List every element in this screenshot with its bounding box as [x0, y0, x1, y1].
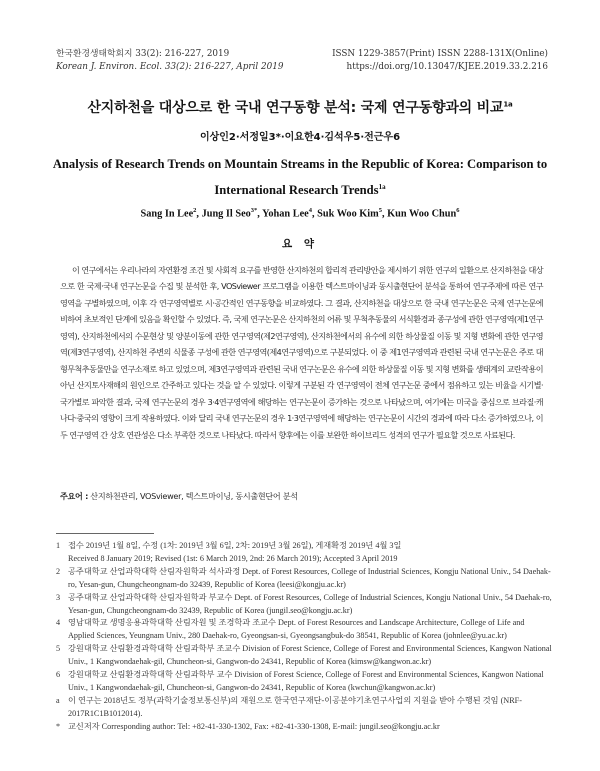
- footnote-text: 강원대학교 산림환경과학대학 산림과학부 조교수 Division of Forest Science, College of Forest and Environmental Sciences, Kangwon National Univ., 1 Kangwondaehak-gil, Chuncheon-si, Gangwon-do 24341, Republic of Korea (kimsw@kangwon.ac.kr): [68, 644, 552, 667]
- keywords-label: 주요어 :: [60, 491, 89, 501]
- journal-citation-ko: 한국환경생태학회지 33(2): 216-227, 2019: [56, 49, 230, 59]
- footnote-1: [56, 540, 552, 566]
- footnote-mark: 5: [56, 644, 61, 654]
- issn-doi: [332, 48, 548, 74]
- title-korean-sup: 1a: [503, 100, 513, 109]
- author-5-affil: 6: [456, 207, 460, 214]
- author-3: Yohan Lee: [262, 208, 309, 220]
- footnote-corresponding: [56, 721, 552, 734]
- footnote-6: [56, 669, 552, 695]
- keywords: [60, 491, 543, 502]
- title-english-line1: Analysis of Research Trends on Mountain Streams in the Republic of Korea: Comparison to: [52, 157, 548, 171]
- footnote-text: 강원대학교 산림환경과학대학 산림과학부 교수 Division of Forest Science, College of Forest and Environmental Sciences, Kangwon National Univ., 1 Kangwondaehak-gil, Chuncheon-si, Gangwon-do 24341, Republic of Korea (kwchun@kangwon.ac.kr): [68, 670, 544, 692]
- title-english-line2: International Research Trends$^{1a}$: [214, 183, 386, 198]
- journal-citation-en: Korean J. Environ. Ecol. 33(2): 216-227, April 2019: [56, 62, 284, 72]
- footnote-text: 공주대학교 산업과학대학 산림자원학과 석사과정 Dept. of Forest Resources, College of Industrial Sciences, Kongju National Univ., 54 Daehak-ro, Yesan-gun, Chungcheongnam-do 32439, Republic of Korea (leesi@kongju.ac.kr): [68, 566, 551, 589]
- footnote-text: 교신저자 Corresponding author: Tel: +82-41-330-1302, Fax: +82-41-330-1308, E-mail: jungil.seo@kongju.ac.kr: [68, 721, 440, 731]
- footnote-mark: 1: [56, 541, 61, 550]
- footnote-mark: 4: [56, 618, 61, 628]
- footnote-divider: [56, 533, 154, 534]
- issn: ISSN 1229-3857(Print) ISSN 2288-131X(Online): [332, 49, 548, 59]
- footnote-text: 이 연구는 2018년도 정부(과학기술정보통신부)의 재원으로 한국연구재단-이공분야기초연구사업의 지원을 받아 수행된 것임 (NRF-2017R1C1B1012014).: [68, 695, 522, 718]
- author-4: Suk Woo Kim: [317, 208, 379, 220]
- footnote-funding: [56, 695, 552, 721]
- footnote-mark: 3: [56, 592, 61, 602]
- title-english: [40, 153, 560, 202]
- authors-korean: 이상인2·서정일3*·이요한4·김석우5·전근우6: [199, 132, 401, 143]
- footnote-mark: a: [56, 695, 60, 705]
- footnote-mark: *: [56, 721, 61, 731]
- footnote-3: [56, 592, 552, 618]
- author-1: Sang In Lee: [140, 208, 194, 220]
- title-korean-text: 산지하천을 대상으로 한 국내 연구동향 분석: 국제 연구동향과의 비교: [87, 100, 504, 116]
- author-2: Jung Il Seo: [201, 208, 251, 220]
- keywords-list: 산지하천관리, VOSviewer, 텍스트마이닝, 동시출현단어 분석: [90, 491, 298, 501]
- footnote-2: [56, 566, 552, 592]
- authors-english: Sang In Lee$^2$, Jung Il Seo$^{3*}$, Yohan Lee$^4$, Suk Woo Kim$^5$, Kun Woo Chun$^6$: [140, 207, 460, 220]
- footnote-text: 영남대학교 생명응용과학대학 산림자원 및 조경학과 조교수 Dept. of Forest Resources and Landscape Architecture, College of Life and Applied Sciences, Yeungnam Univ., 280 Daehak-ro, Gyeongsan-si, Gyeongsangbuk-do 38541, Republic of Korea (johnlee@yu.ac.kr): [68, 618, 525, 641]
- footnote-5: [56, 643, 552, 669]
- author-2-affil: 3*: [250, 207, 258, 214]
- author-4-affil: 5: [378, 207, 382, 214]
- author-5: Kun Woo Chun: [387, 208, 457, 220]
- footnote-text: 접수 2019년 1월 8일, 수정 (1차: 2019년 3월 6일, 2차: 2019년 3월 26일), 게재확정 2019년 4월 3일: [68, 541, 402, 550]
- footnote-text-en: Received 8 January 2019; Revised (1st: 6 March 2019, 2nd: 26 March 2019); Accepted 3 April 2019: [68, 553, 398, 563]
- footnote-text: 공주대학교 산업과학대학 산림자원학과 부교수 Dept. of Forest Resources, College of Industrial Sciences, Kongju National Univ., 54 Daehak-ro, Yesan-gun, Chungcheongnam-do 32439, Republic of Korea (jungil.seo@kongju.ac.kr): [68, 592, 552, 615]
- title-korean: [0, 97, 600, 117]
- footnote-mark: 2: [56, 566, 61, 576]
- doi-link[interactable]: https://doi.org/10.13047/KJEE.2019.33.2.216: [346, 62, 548, 72]
- abstract-body: 이 연구에서는 우리나라의 자연환경 조건 및 사회적 요구를 반영한 산지하천의 합리적 관리방안을 제시하기 위한 연구의 일환으로 산지하천을 대상으로 한 국제·국내 연구논문을 수집 및 분석한 후, VOSviewer 프로그램을 이용한 텍스트마이닝과 동시출현단어 분석을 통하여 연구주제에 따른 연구영역을 구별하였으며, 이후 각 연구영역별로 시·공간적인 연구동향을 비교하였다. 그 결과, 산지하천을 대상으로 한 국내 연구논문은 국제 연구논문에 비하여 초보적인 단계에 있음을 확인할 수 있었다. 즉, 국제 연구논문은 산지하천의 어류 및 무척추동물의 서식환경과 종구성에 관한 연구영역(제1연구영역), 산지하천에서의 수문현상 및 양분이동에 관한 연구영역(제2연구영역), 산지하천에서의 유수에 의한 하상물질 이동 및 지형 변화에 관한 연구영역(제3연구영역), 산지하천 주변의 식물종 구성에 관한 연구영역(제4연구영역)으로 구분되었다. 이 중 제1연구영역과 관련된 국내 연구논문은 주로 대형무척추동물만을 연구소재로 하고 있었으며, 제3연구영역과 관련된 국내 연구논문은 유수에 의한 하상물질 이동 및 지형 변화를 생태계의 교란작용이 아닌 산지토사재해의 원인으로 간주하고 있다는 것을 알 수 있었다. 이렇게 구분된 각 연구영역이 전체 연구논문 중에서 점유하고 있는 비율을 시기별·국가별로 파악한 결과, 국제 연구논문의 경우 3·4연구영역에 해당하는 연구논문이 증가하는 것으로 나타났으며, 여기에는 미국을 중심으로 브라질·캐나다·중국의 영향이 크게 작용하였다. 이와 달리 국내 연구논문의 경우 1·3연구영역에 해당하는 연구논문이 시간의 경과에 따라 다소 증가하였으나, 이 두 연구영역 간 상호 연관성은 다소 부족한 것으로 나타났다. 따라서 향후에는 이를 보완한 하이브리드 성격의 연구가 필요할 것으로 사료된다.: [60, 265, 543, 440]
- author-1-affil: 2: [193, 207, 197, 214]
- journal-citation: [56, 48, 283, 74]
- footnote-mark: 6: [56, 670, 61, 680]
- footnote-4: [56, 617, 552, 643]
- abstract-heading: 요 약: [282, 238, 318, 250]
- footnotes: [56, 540, 552, 734]
- author-3-affil: 4: [308, 207, 312, 214]
- title-english-sup: 1a: [378, 183, 386, 191]
